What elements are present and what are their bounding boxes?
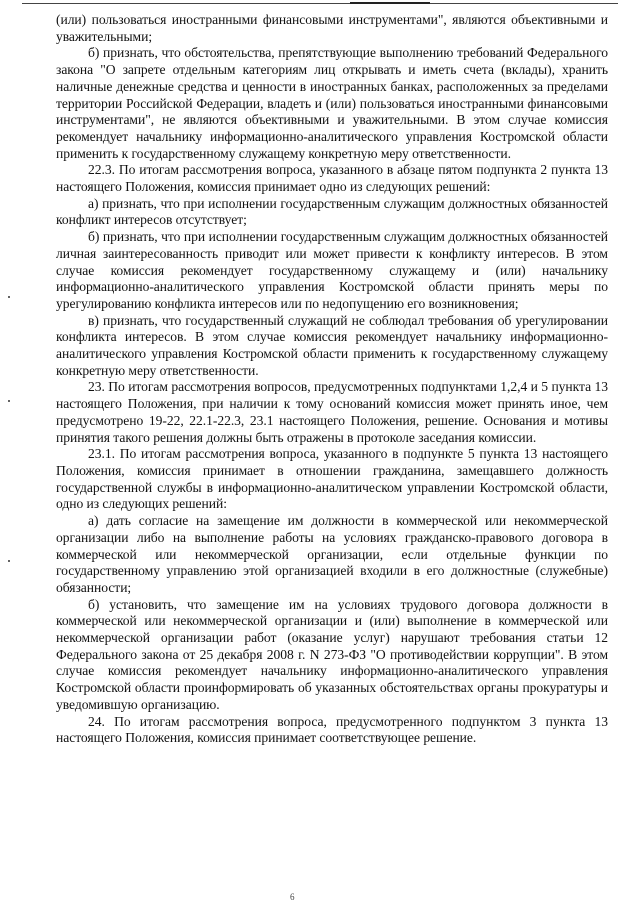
paragraph-23: 23. По итогам рассмотрения вопросов, предусмотренных подпунктами 1,2,4 и 5 пункта 13 настоящего Положения, при наличии к тому оснований комиссия может принять иное, чем предусмотрено 19-22, 22.1-22.3, 23.1 настоящего Положения, решение. Основания и мотивы принятия такого решения должны быть отражены в протоколе заседания комиссии. — [56, 379, 608, 445]
margin-speck — [8, 400, 10, 402]
paragraph-22-3-b: б) признать, что при исполнении государственным служащим должностных обязанностей личная заинтересованность приводит или может привести к конфликту интересов. В этом случае комиссия рекомендует государственному служащему и (или) начальнику информационно-аналитического управления Костромской области принять меры по урегулированию конфликта интересов или по недопущению его возникновения; — [56, 229, 608, 311]
top-scan-mark — [350, 2, 430, 4]
paragraph-continuation: (или) пользоваться иностранными финансовыми инструментами", являются объективными и уважительными; — [56, 12, 608, 44]
page-number: 6 — [290, 892, 295, 902]
top-scan-edge — [22, 3, 618, 4]
paragraph-22-3-v: в) признать, что государственный служащий не соблюдал требования об урегулировании конфликта интересов. В этом случае комиссия рекомендует начальнику информационно-аналитического управления Костромской области применить к государственному служащему конкретную меру ответственности. — [56, 312, 608, 378]
paragraph-22-3-a: а) признать, что при исполнении государственным служащим должностных обязанностей конфликт интересов отсутствует; — [56, 195, 608, 228]
paragraph-item-b-objective-reasons: б) признать, что обстоятельства, препятствующие выполнению требований Федерального закона "О запрете отдельным категориям лиц открывать и иметь счета (вклады), хранить наличные денежные средства и ценности в иностранных банках, расположенных за пределами территории Российской Федерации, владеть и (или) пользоваться иностранными финансовыми инструментами", не являются объективными и уважительными. В этом случае комиссия рекомендует начальнику информационно-аналитического управления Костромской области применить к государственному служащему конкретную меру ответственности. — [56, 45, 608, 161]
margin-speck — [8, 296, 10, 298]
paragraph-22-3: 22.3. По итогам рассмотрения вопроса, указанного в абзаце пятом подпункта 2 пункта 13 настоящего Положения, комиссия принимает одно из следующих решений: — [56, 162, 608, 195]
paragraph-23-1: 23.1. По итогам рассмотрения вопроса, указанного в подпункте 5 пункта 13 настоящего Положения, комиссия принимает в отношении гражданина, замещавшего должность государственной службы в информационно-аналитическом управлении Костромской области, одно из следующих решений: — [56, 446, 608, 512]
paragraph-23-1-a: а) дать согласие на замещение им должности в коммерческой или некоммерческой организации либо на выполнение работы на условиях гражданско-правового договора в коммерческой или некоммерческой организации, если отдельные функции по государственному управлению этой организацией входили в его должностные (служебные) обязанности; — [56, 513, 608, 595]
document-body — [56, 12, 608, 747]
paragraph-23-1-b: б) установить, что замещение им на условиях трудового договора должности в коммерческой или некоммерческой организации и (или) выполнение в коммерческой или некоммерческой организации работ (оказание услуг) нарушают требования статьи 12 Федерального закона от 25 декабря 2008 г. N 273-ФЗ "О противодействии коррупции". В этом случае комиссия рекомендует начальнику информационно-аналитического управления Костромской области проинформировать об указанных обстоятельствах органы прокуратуры и уведомившую организацию. — [56, 596, 608, 712]
paragraph-24: 24. По итогам рассмотрения вопроса, предусмотренного подпунктом 3 пункта 13 настоящего Положения, комиссия принимает соответствующее решение. — [56, 713, 608, 746]
margin-speck — [8, 560, 10, 562]
